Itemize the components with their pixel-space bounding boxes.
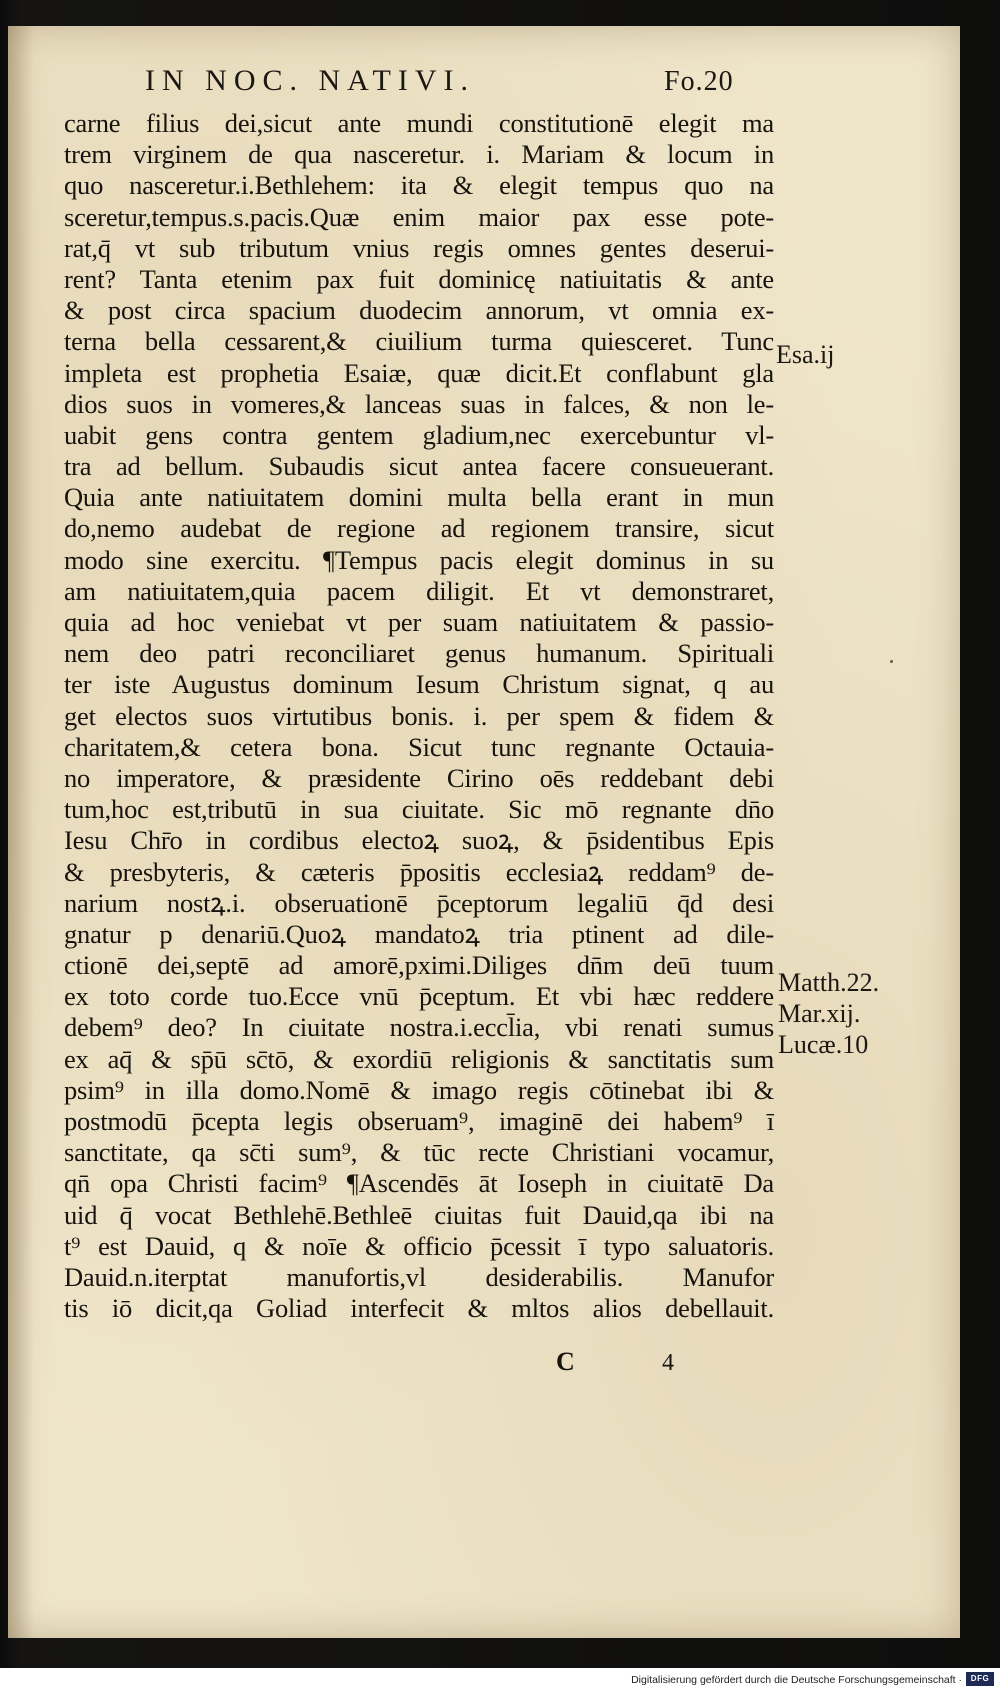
footer-credit: Digitalisierung gefördert durch die Deutsche Forschungsgemeinschaft · (631, 1674, 962, 1686)
text-line: dios suos in vomeres,& lanceas suas in falces, & non le- (64, 388, 774, 419)
text-line: uid q̄ vocat Bethlehē.Bethleē ciuitas fuit Dauid,qa ibi na (64, 1199, 774, 1230)
text-line: uabit gens contra gentem gladium,nec exercebuntur vl- (64, 419, 774, 450)
text-line: terna bella cessarent,& ciuilium turma quiesceret. Tunc (64, 326, 774, 357)
folio-number: Fo.20 (664, 66, 734, 97)
signature-mark: C (556, 1347, 575, 1376)
marginal-note-esaias: Esa.ij (776, 340, 835, 369)
text-line: Dauid.n.iterptat manufortis,vl desiderabilis. Manufor (64, 1261, 774, 1292)
marginal-note-mark: Mar.xij. (778, 999, 861, 1028)
marginal-note-luke: Lucæ.10 (778, 1030, 869, 1059)
text-line: do,nemo audebat de regione ad regionem transire, sicut (64, 513, 774, 544)
text-line: rent? Tanta etenim pax fuit dominicę natiuitatis & ante (64, 263, 774, 294)
text-line: ter iste Augustus dominum Iesum Christum signat, q au (64, 669, 774, 700)
paper-speck (890, 660, 893, 663)
body-text (64, 108, 774, 1324)
text-line: tis iō dicit,qa Goliad interfecit & mltos alios debellauit. (64, 1293, 774, 1324)
text-line: carne filius dei,sicut ante mundi constitutionē elegit ma (64, 108, 774, 138)
text-line: gnatur p denariū.Quoꝝ mandatoꝝ tria ptinent ad dile- (64, 918, 774, 949)
text-line: ctionē dei,septē ad amorē,pximi.Diliges dn̄m deū tuum (64, 950, 774, 981)
text-line: rat,q̄ vt sub tributum vnius regis omnes gentes deserui- (64, 232, 774, 263)
text-line: tra ad bellum. Subaudis sicut antea facere consueuerant. (64, 451, 774, 482)
quire-number: 4 (662, 1350, 674, 1376)
dfg-logo-icon: DFG (966, 1672, 994, 1686)
text-line: ex aq̄ & sp̄ū sc̄tō, & exordiū religionis & sanctitatis sum (64, 1043, 774, 1074)
text-line: modo sine exercitu. ¶Tempus pacis elegit dominus in su (64, 544, 774, 575)
text-line: t⁹ est Dauid, q & noīe & officio p̄cessit ī typo saluatoris. (64, 1230, 774, 1261)
text-line: charitatem,& cetera bona. Sicut tunc regnante Octauia- (64, 731, 774, 762)
text-line: narium nostꝝ.i. obseruationē p̄ceptorum legaliū q̄d desi (64, 887, 774, 918)
text-line: sanctitate, qa sc̄ti sum⁹, & tūc recte Christiani vocamur, (64, 1137, 774, 1168)
text-line: nem deo patri reconciliaret genus humanum. Spirituali (64, 638, 774, 669)
text-line: sceretur,tempus.s.pacis.Quæ enim maior pax esse pote- (64, 201, 774, 232)
text-line: postmodū p̄cepta legis obseruam⁹, imaginē dei habem⁹ ī (64, 1106, 774, 1136)
text-line: quia ad hoc veniebat vt per suam natiuitatem & passio- (64, 607, 774, 637)
text-line: qn̄ opa Christi facim⁹ ¶Ascendēs āt Ioseph in ciuitatē Da (64, 1168, 774, 1199)
text-line: & post circa spacium duodecim annorum, vt omnia ex- (64, 295, 774, 326)
text-line: get electos suos virtutibus bonis. i. per spem & fidem & (64, 700, 774, 731)
marginal-note-matthew: Matth.22. (778, 968, 880, 997)
text-line: am natiuitatem,quia pacem diligit. Et vt demonstraret, (64, 575, 774, 606)
text-line: ex toto corde tuo.Ecce vnū p̄ceptum. Et vbi hæc reddere (64, 981, 774, 1012)
text-line: quo nasceretur.i.Bethlehem: ita & elegit tempus quo na (64, 170, 774, 201)
text-line: tum,hoc est,tributū in sua ciuitate. Sic mō regnante dn̄o (64, 794, 774, 825)
text-line: impleta est prophetia Esaiæ, quæ dicit.Et conflabunt gla (64, 357, 774, 388)
text-line: debem⁹ deo? In ciuitate nostra.i.eccl̄ia, vbi renati sumus (64, 1012, 774, 1043)
text-line: no imperatore, & præsidente Cirino oēs reddebant debi (64, 762, 774, 793)
text-line: psim⁹ in illa domo.Nomē & imago regis cōtinebat ibi & (64, 1074, 774, 1105)
text-line: trem virginem de qua nasceretur. i. Mariam & locum in (64, 139, 774, 170)
text-line: Iesu Chr̄o in cordibus electoꝝ suoꝝ, & p̄sidentibus Epis (64, 825, 774, 856)
running-head: IN NOC. NATIVI. (145, 64, 475, 97)
text-line: & presbyteris, & cæteris p̄positis ecclesiaꝝ reddam⁹ de- (64, 856, 774, 887)
text-line: Quia ante natiuitatem domini multa bella erant in mun (64, 482, 774, 513)
